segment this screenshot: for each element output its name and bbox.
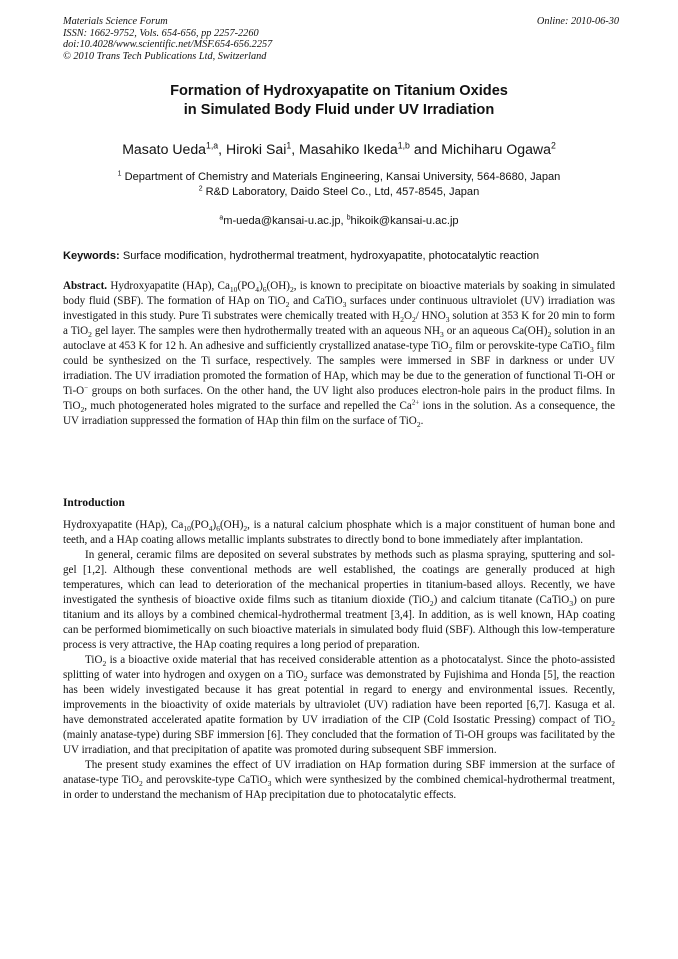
issn-line: ISSN: 1662-9752, Vols. 654-656, pp 2257-2260 (63, 27, 259, 39)
abstract-text: , much photogenerated holes migrated to the surface and repelled the Ca (84, 400, 412, 412)
affiliation-2 (63, 185, 615, 200)
subscript: 2 (102, 659, 107, 669)
paragraph-text: ) on pure titanium and its alloys by a combined chemical-hydrothermal treatment [3,4]. In addition, as is well known, HAp coating can be performed biomimetically on such bioactive materials in simulated body fluid (SBF). Although this low-temperature process is very attractive, the HAp coating requires a long period of preparation. (63, 594, 615, 651)
subscript: 6 (216, 524, 220, 534)
subscript: 2 (429, 599, 434, 609)
intro-paragraph-4 (63, 758, 615, 803)
affiliation-1 (63, 170, 615, 185)
abstract-text: solution at 353 K for 20 min to form a TiO (63, 310, 615, 337)
abstract-text: (OH) (266, 280, 290, 292)
affiliation-text: Department of Chemistry and Materials Engineering, Kansai University, 564-8680, Japan (124, 171, 561, 183)
paragraph-text: ) (212, 519, 217, 531)
keywords-line (63, 249, 623, 263)
abstract-text: and CaTiO (289, 295, 343, 307)
paragraph-text: (mainly anatase-type) during SBF immersion [6]. They concluded that the formation of Ti-OH groups was facilitated by the UV irradiation, and that precipitation of apatite was promoted during subsequent SBF immersion. (63, 729, 615, 756)
paragraph-text: surface was demonstrated by Fujishima and Honda [5], the reaction has been widely investigated because it has great potential in regard to energy and environmental issues. Recently, improvements in the bioactivity of oxide materials by ultraviolet (UV) radiation have been reported [6,7]. Kasuga et al. have demonstrated accelerated apatite formation by UV irradiation of the CIP (Cold Isostatic Pressing) compact of TiO (63, 669, 615, 726)
subscript: 2 (547, 330, 552, 340)
online-date: Online: 2010-06-30 (536, 16, 619, 27)
paragraph-text: The present study examines the effect of UV irradiation on HAp formation during SBF immersion at the surface of anatase-type TiO (63, 759, 615, 786)
author-name: Hiroki Sai (226, 141, 287, 157)
email-mark: a (219, 214, 224, 222)
subscript: 3 (589, 345, 594, 355)
author-affil-mark: 1,b (397, 140, 410, 151)
email-mark: b (346, 214, 351, 222)
affiliation-number: 1 (117, 170, 122, 178)
superscript: − (84, 384, 89, 392)
abstract-text: surfaces under continuous ultraviolet (UV) irradiation was investigated in this study. Pure Ti substrates were chemically treated with H (63, 295, 615, 322)
subscript: 3 (342, 300, 347, 310)
introduction-section (63, 518, 615, 803)
abstract-label: Abstract. (63, 280, 108, 292)
section-heading-introduction: Introduction (63, 497, 125, 509)
author-name: Michiharu Ogawa (441, 141, 551, 157)
subscript: 2 (448, 345, 453, 355)
intro-paragraph-1 (63, 518, 615, 548)
title-line-2: in Simulated Body Fluid under UV Irradiation (183, 102, 495, 118)
author-conjunction: and (413, 141, 438, 157)
subscript: 2 (243, 524, 248, 534)
subscript: 2 (400, 315, 404, 325)
abstract-text: ions in the solution. As a consequence, the UV irradiation suppressed the formation of HAp thin film on the surface of TiO (63, 400, 616, 427)
keywords-text: Surface modification, hydrothermal treatment, hydroxyapatite, photocatalytic reaction (122, 250, 540, 262)
paragraph-text: TiO (85, 654, 103, 666)
email-line (63, 214, 615, 228)
abstract-text: film or perovskite-type CaTiO (452, 340, 590, 352)
subscript: 2 (285, 300, 290, 310)
copyright-line: © 2010 Trans Tech Publications Ltd, Switzerland (63, 50, 267, 62)
doi-line: doi:10.4028/www.scientific.net/MSF.654-656.2257 (63, 39, 273, 50)
subscript: 10 (229, 285, 238, 295)
email-address: hikoik@kansai-u.ac.jp (350, 215, 459, 227)
email-address: m-ueda@kansai-u.ac.jp, (223, 215, 344, 227)
subscript: 3 (440, 330, 444, 340)
abstract-text: groups on both surfaces. On the other hand, the UV light also produces electron-hole pairs in the product films. In TiO (63, 385, 615, 412)
abstract-text: Hydroxyapatite (HAp), Ca (110, 280, 230, 292)
subscript: 2 (411, 315, 416, 325)
subscript: 2 (80, 405, 85, 415)
abstract-text: ) (259, 280, 263, 292)
subscript: 2 (416, 420, 421, 430)
superscript: 2+ (411, 399, 420, 407)
paper-title (63, 82, 615, 120)
title-line-1: Formation of Hydroxyapatite on Titanium Oxides (170, 83, 508, 99)
author-list: Masato Ueda$^{1,a}$, Hiroki Sai$^1$, Masahiko Ikeda$^{1,b}$ and Michiharu Ogawa$^2$ (122, 140, 556, 157)
paragraph-text: ) and calcium titanate (CaTiO (433, 594, 570, 606)
affiliations (63, 170, 615, 199)
intro-paragraph-2 (63, 548, 615, 653)
paragraph-text: and perovskite-type CaTiO (142, 774, 268, 786)
subscript: 2 (289, 285, 294, 295)
abstract-text: / HNO (415, 310, 446, 322)
subscript: 2 (611, 719, 615, 729)
paragraph-text: (OH) (219, 519, 244, 531)
subscript: 3 (267, 779, 272, 789)
abstract-text: or an aqueous Ca(OH) (443, 325, 548, 337)
paragraph-text: , is a natural calcium phosphate which is a major constituent of human bone and teeth, and a HAp coating allows metallic implants substrates to directly bond to bone immediately after implantation. (63, 519, 615, 546)
abstract-text: solution in an autoclave at 453 K for 12 h. An adhesive and sufficiently crystallized anatase-type TiO (63, 325, 615, 352)
subscript: 4 (255, 285, 260, 295)
abstract-text: O (403, 310, 412, 322)
subscript: 3 (445, 315, 450, 325)
paragraph-text: (PO (190, 519, 209, 531)
keywords-label: Keywords: (63, 250, 120, 262)
subscript: 2 (139, 779, 143, 789)
abstract-text: film could be synthesized on the Ti surface, respectively. The samples were immersed in SBF in darkness or under UV irradiation. The UV irradiation promoted the formation of HAp, which may be due to the generation of functional Ti-OH or Ti-O (63, 340, 615, 397)
paragraph-text: Hydroxyapatite (HAp), Ca (63, 519, 184, 531)
paragraph-text: which were synthesized by the combined chemical-hydrothermal treatment, in order to understand the mechanism of HAp precipitation due to photocatalytic effects. (63, 774, 615, 801)
journal-name: Materials Science Forum (63, 16, 168, 27)
paragraph-text: is a bioactive oxide material that has received considerable attention as a photocatalyst. Since the photo-assisted splitting of water into hydrogen and oxygen on a TiO (63, 654, 615, 681)
abstract-text: , is known to precipitate on bioactive materials by soaking in simulated body fluid (SBF). The formation of HAp on TiO (63, 280, 616, 307)
subscript: 4 (208, 524, 213, 534)
abstract-text: gel layer. The samples were then hydrothermally treated with an aqueous NH (91, 325, 441, 337)
affiliation-number: 2 (198, 184, 203, 192)
author-name: Masahiko Ikeda (299, 141, 398, 157)
paragraph-text: In general, ceramic films are deposited on several substrates by methods such as plasma spraying, sputtering and sol-gel [1,2]. Although these conventional methods are well established, the coatings are generally produced at high temperatures, which can lead to deterioration of the mechanical properties in titanium-based alloys. Recently, we have investigated the synthesis of bioactive oxide films such as titanium dioxide (TiO (63, 549, 615, 606)
author-affil-mark: 1,a (206, 140, 219, 151)
subscript: 3 (569, 599, 574, 609)
abstract-text: . (420, 415, 424, 427)
affiliation-text: R&D Laboratory, Daido Steel Co., Ltd, 457-8545, Japan (205, 185, 480, 198)
subscript: 2 (88, 330, 92, 340)
abstract-text: (PO (237, 280, 256, 292)
abstract-paragraph (63, 279, 615, 429)
author-affil-mark: 2 (550, 140, 556, 151)
journal-header (63, 16, 619, 62)
subscript: 2 (303, 674, 308, 684)
intro-paragraph-3 (63, 653, 615, 758)
subscript: 6 (262, 285, 267, 295)
subscript: 10 (183, 524, 191, 534)
author-affil-mark: 1 (286, 140, 292, 151)
author-name: Masato Ueda (122, 141, 207, 157)
